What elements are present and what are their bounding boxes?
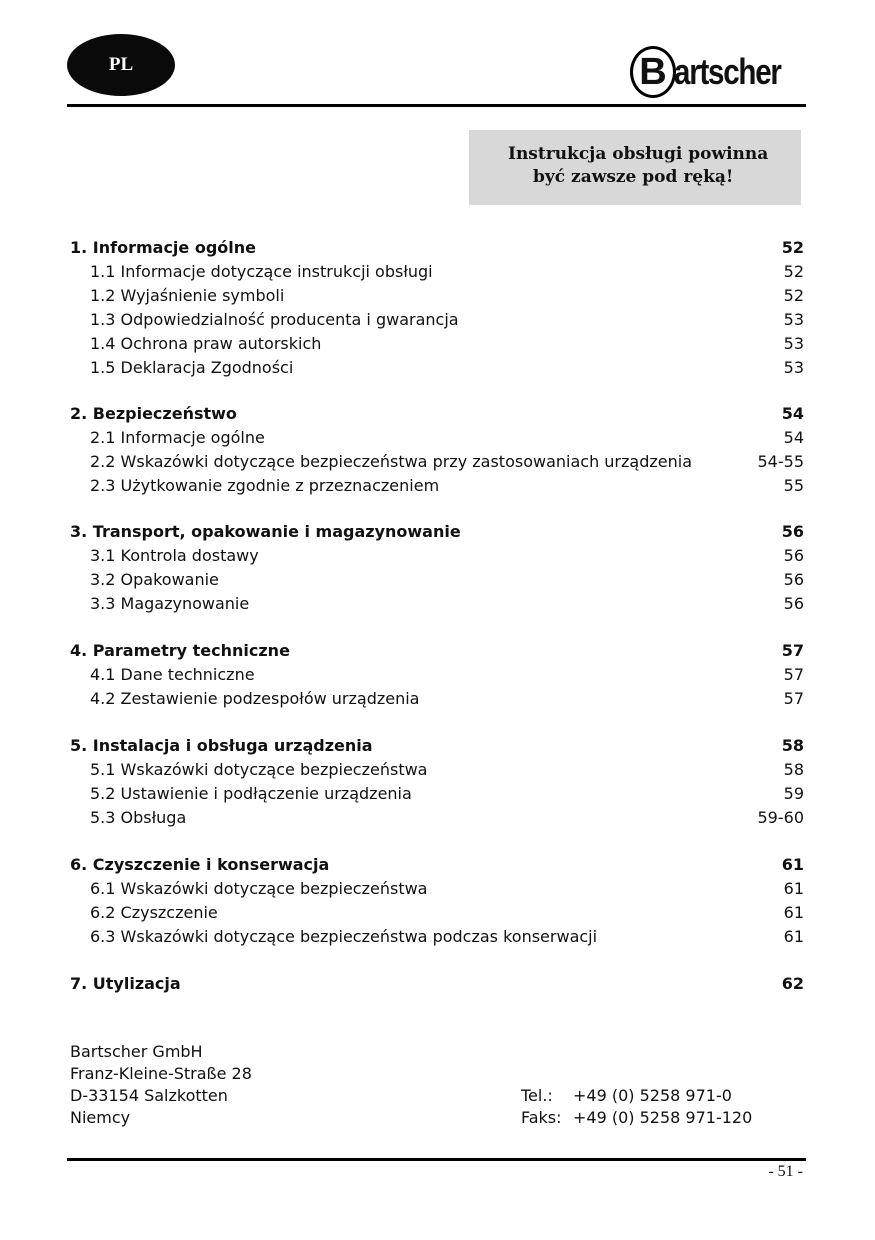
page-number: - 51 - bbox=[768, 1163, 803, 1180]
toc-page-number: 56 bbox=[783, 570, 804, 589]
toc-section-2 bbox=[70, 402, 804, 426]
toc-page-number: 58 bbox=[783, 760, 804, 779]
postal-city: D-33154 Salzkotten bbox=[70, 1086, 228, 1105]
toc-page-number: 57 bbox=[783, 689, 804, 708]
toc-page-number: 54 bbox=[781, 404, 804, 423]
toc-item-1-3 bbox=[70, 308, 804, 332]
toc-item-title: 3.3 Magazynowanie bbox=[90, 594, 250, 613]
toc-spacer bbox=[70, 380, 804, 402]
phone-label: Tel.: bbox=[521, 1086, 553, 1105]
logo-wordmark: artscher bbox=[674, 51, 781, 92]
footer-divider bbox=[67, 1158, 806, 1161]
toc-page-number: 52 bbox=[781, 238, 804, 257]
toc-item-4-2 bbox=[70, 687, 804, 711]
logo-initial: B bbox=[630, 46, 676, 98]
fax-number: +49 (0) 5258 971-120 bbox=[573, 1108, 753, 1127]
toc-item-1-1 bbox=[70, 260, 804, 284]
toc-item-title: 2.2 Wskazówki dotyczące bezpieczeństwa przy zastosowaniach urządzenia bbox=[90, 452, 692, 471]
language-badge-label: PL bbox=[108, 54, 134, 75]
toc-item-5-2 bbox=[70, 782, 804, 806]
toc-item-title: 5.2 Ustawienie i podłączenie urządzenia bbox=[90, 784, 412, 803]
street-address: Franz-Kleine-Straße 28 bbox=[70, 1064, 252, 1083]
toc-item-title: 2.1 Informacje ogólne bbox=[90, 428, 265, 447]
toc-item-title: 3.1 Kontrola dostawy bbox=[90, 546, 259, 565]
fax-line bbox=[521, 1107, 752, 1129]
toc-item-title: 6.2 Czyszczenie bbox=[90, 903, 218, 922]
toc-page-number: 53 bbox=[783, 310, 804, 329]
toc-item-6-1 bbox=[70, 877, 804, 901]
phone-line bbox=[521, 1085, 752, 1107]
notice-line-1: Instrukcja obsługi powinna bbox=[508, 144, 769, 164]
toc-section-4 bbox=[70, 639, 804, 663]
toc-item-6-3 bbox=[70, 925, 804, 949]
toc-page-number: 58 bbox=[781, 736, 804, 755]
toc-item-title: 1.5 Deklaracja Zgodności bbox=[90, 358, 294, 377]
toc-item-5-3 bbox=[70, 806, 804, 830]
toc-spacer bbox=[70, 616, 804, 639]
toc-page-number: 59-60 bbox=[757, 808, 804, 827]
toc-item-2-1 bbox=[70, 426, 804, 450]
toc-section-title: 3. Transport, opakowanie i magazynowanie bbox=[70, 522, 461, 541]
toc-section-title: 5. Instalacja i obsługa urządzenia bbox=[70, 736, 373, 755]
toc-section-title: 2. Bezpieczeństwo bbox=[70, 404, 237, 423]
contact-info bbox=[521, 1085, 752, 1129]
toc-page-number: 52 bbox=[783, 286, 804, 305]
toc-page-number: 52 bbox=[783, 262, 804, 281]
toc-item-title: 1.3 Odpowiedzialność producenta i gwarancja bbox=[90, 310, 459, 329]
toc-spacer bbox=[70, 830, 804, 853]
toc-item-title: 5.3 Obsługa bbox=[90, 808, 187, 827]
toc-item-3-3 bbox=[70, 592, 804, 616]
toc-page-number: 57 bbox=[783, 665, 804, 684]
toc-section-title: 4. Parametry techniczne bbox=[70, 641, 290, 660]
toc-page-number: 57 bbox=[781, 641, 804, 660]
toc-item-1-2 bbox=[70, 284, 804, 308]
toc-section-5 bbox=[70, 734, 804, 758]
toc-section-title: 6. Czyszczenie i konserwacja bbox=[70, 855, 330, 874]
toc-item-title: 6.1 Wskazówki dotyczące bezpieczeństwa bbox=[90, 879, 428, 898]
toc-page-number: 61 bbox=[783, 927, 804, 946]
toc-page-number: 61 bbox=[783, 879, 804, 898]
toc-item-title: 4.2 Zestawienie podzespołów urządzenia bbox=[90, 689, 420, 708]
toc-page-number: 56 bbox=[783, 546, 804, 565]
bartscher-logo bbox=[630, 44, 805, 100]
toc-item-4-1 bbox=[70, 663, 804, 687]
toc-section-7 bbox=[70, 972, 804, 996]
toc-item-5-1 bbox=[70, 758, 804, 782]
fax-label: Faks: bbox=[521, 1108, 562, 1127]
toc-page-number: 55 bbox=[783, 476, 804, 495]
toc-page-number: 61 bbox=[783, 903, 804, 922]
toc-page-number: 56 bbox=[781, 522, 804, 541]
table-of-contents bbox=[70, 236, 804, 996]
notice-box bbox=[469, 130, 801, 205]
toc-page-number: 61 bbox=[781, 855, 804, 874]
toc-item-3-1 bbox=[70, 544, 804, 568]
toc-item-2-2 bbox=[70, 450, 804, 474]
toc-item-title: 1.2 Wyjaśnienie symboli bbox=[90, 286, 285, 305]
toc-item-title: 3.2 Opakowanie bbox=[90, 570, 219, 589]
toc-item-title: 2.3 Użytkowanie zgodnie z przeznaczeniem bbox=[90, 476, 440, 495]
toc-section-title: 1. Informacje ogólne bbox=[70, 238, 256, 257]
toc-page-number: 54-55 bbox=[757, 452, 804, 471]
toc-page-number: 59 bbox=[783, 784, 804, 803]
phone-number: +49 (0) 5258 971-0 bbox=[573, 1086, 732, 1105]
toc-section-3 bbox=[70, 520, 804, 544]
company-address bbox=[70, 1041, 252, 1129]
toc-item-title: 4.1 Dane techniczne bbox=[90, 665, 255, 684]
toc-spacer bbox=[70, 949, 804, 972]
language-badge bbox=[67, 34, 175, 96]
notice-line-2: być zawsze pod ręką! bbox=[533, 167, 734, 187]
toc-item-1-5 bbox=[70, 356, 804, 380]
toc-page-number: 53 bbox=[783, 358, 804, 377]
toc-item-1-4 bbox=[70, 332, 804, 356]
toc-page-number: 54 bbox=[783, 428, 804, 447]
toc-section-1 bbox=[70, 236, 804, 260]
toc-item-2-3 bbox=[70, 474, 804, 498]
header-divider bbox=[67, 104, 806, 107]
toc-page-number: 62 bbox=[781, 974, 804, 993]
toc-spacer bbox=[70, 711, 804, 734]
toc-item-title: 1.1 Informacje dotyczące instrukcji obsługi bbox=[90, 262, 433, 281]
toc-spacer bbox=[70, 498, 804, 520]
company-name: Bartscher GmbH bbox=[70, 1042, 203, 1061]
toc-section-6 bbox=[70, 853, 804, 877]
country: Niemcy bbox=[70, 1108, 131, 1127]
toc-item-title: 5.1 Wskazówki dotyczące bezpieczeństwa bbox=[90, 760, 428, 779]
toc-section-title: 7. Utylizacja bbox=[70, 974, 181, 993]
toc-page-number: 56 bbox=[783, 594, 804, 613]
toc-item-3-2 bbox=[70, 568, 804, 592]
toc-item-6-2 bbox=[70, 901, 804, 925]
toc-page-number: 53 bbox=[783, 334, 804, 353]
toc-item-title: 1.4 Ochrona praw autorskich bbox=[90, 334, 322, 353]
toc-item-title: 6.3 Wskazówki dotyczące bezpieczeństwa podczas konserwacji bbox=[90, 927, 598, 946]
